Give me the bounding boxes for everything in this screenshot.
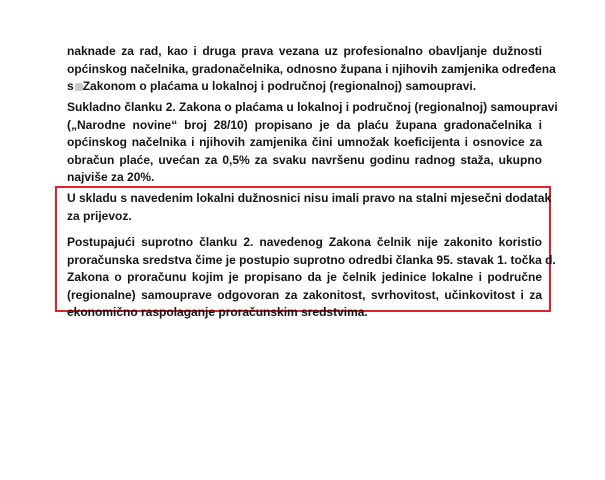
text-fragment: Zakonom o plaćama u lokalnoj i područnoj (regionalnoj) samoupravi.: [82, 79, 477, 93]
text-line: proračunska sredstva čime je postupio suprotno odredbi članka 95. stavak 1. točka d.: [67, 252, 556, 267]
text-line: Zakona o proračunu kojim je propisano da je čelnik jedinice lokalne i područne: [67, 270, 542, 284]
text-line: obračun plaće, uvećan za 0,5% za svaku navršenu godinu radnog staža, ukupno: [67, 152, 542, 167]
text-line: za prijevoz.: [67, 208, 132, 223]
paragraph-no-transport-allowance: [67, 190, 552, 225]
text-line: („Narodne novine“ broj 28/10) propisano je da plaću župana gradonačelnika i: [67, 117, 542, 132]
text-line: naknade za rad, kao i druga prava vezana uz profesionalno obavljanje dužnosti: [67, 44, 542, 58]
paragraph-salary-rights: [67, 43, 556, 96]
paragraph-article-2: [67, 99, 558, 187]
text-line: Sukladno članku 2. Zakona o plaćama u lokalnoj i područnoj (regionalnoj) samoupravi: [67, 100, 558, 114]
text-line: najviše za 20%.: [67, 170, 155, 184]
paragraph-unlawful-use: [67, 234, 556, 322]
text-line: (regionalne) samouprave odgovoran za zakonitost, svrhovitost, učinkovitost i za: [67, 287, 542, 302]
text-line: Postupajući suprotno članku 2. navedenog Zakona čelnik nije zakonito koristio: [67, 235, 542, 249]
text-line: U skladu s navedenim lokalni dužnosnici nisu imali pravo na stalni mjesečni dodatak: [67, 191, 552, 205]
text-line: [67, 78, 542, 96]
text-line: općinskog načelnika i njihovih zamjenika čini umnožak koeficijenta i osnovice za: [67, 135, 542, 149]
text-line: ekonomično raspolaganje proračunskim sredstvima.: [67, 305, 368, 319]
scan-smudge: [75, 83, 83, 91]
text-line: općinskog načelnika, gradonačelnika, odnosno župana i njihovih zamjenika određena: [67, 61, 556, 76]
text-fragment: s: [67, 79, 74, 93]
